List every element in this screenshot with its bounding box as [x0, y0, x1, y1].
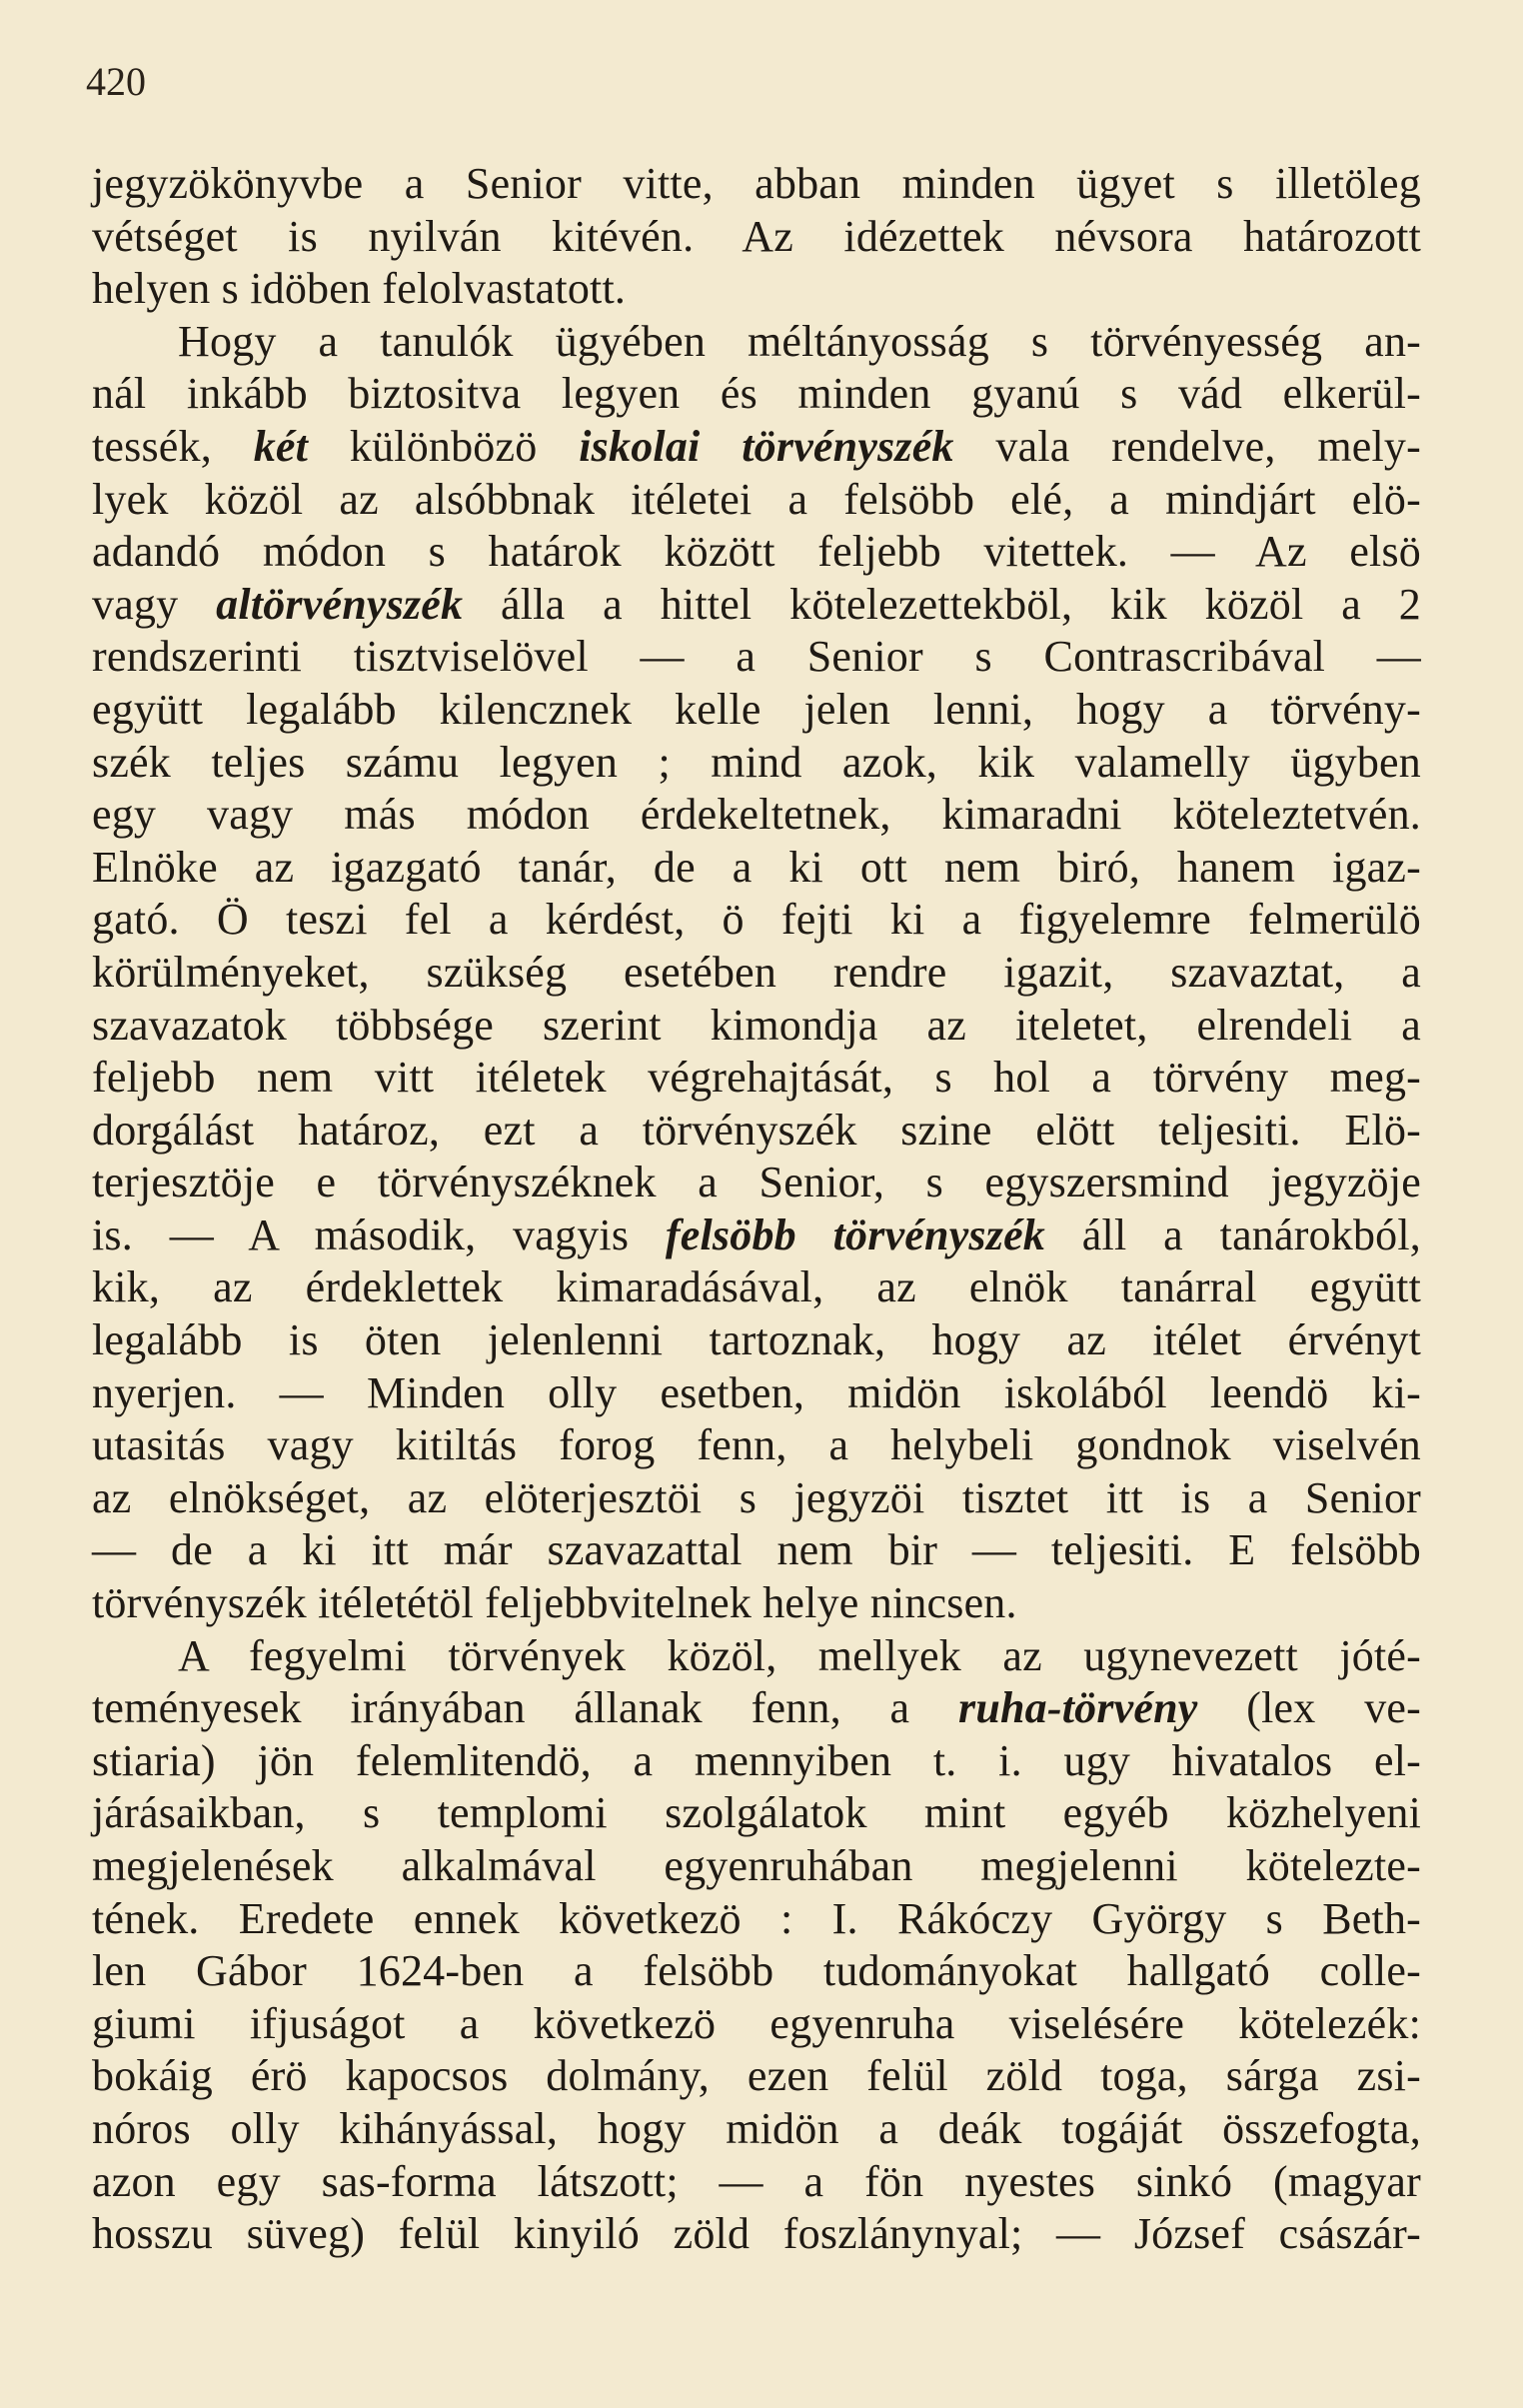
text-segment: törvényszék itéletétöl feljebbvitelnek helye nincsen. — [92, 1578, 1017, 1628]
text-line-39 — [92, 2156, 1421, 2209]
text-line-22 — [92, 1261, 1421, 1314]
text-segment: vala rendelve, mely- — [953, 421, 1421, 471]
text-segment: Elnöke az igazgató tanár, de a ki ott nem biró, hanem igaz- — [92, 842, 1421, 892]
text-segment: stiaria) jön felemlitendö, a mennyiben t. i. ugy hivatalos el- — [92, 1735, 1421, 1785]
text-segment: hosszu süveg) felül kinyiló zöld foszlánynyal; — József császár- — [92, 2209, 1421, 2259]
text-segment: helyen s idöben felolvastatott. — [92, 264, 627, 314]
text-segment: jegyzökönyvbe a Senior vitte, abban minden ügyet s illetöleg — [92, 159, 1421, 208]
text-line-10 — [92, 631, 1421, 684]
text-line-15 — [92, 894, 1421, 947]
text-line-23 — [92, 1314, 1421, 1367]
text-line-5 — [92, 368, 1421, 421]
emphasis-segment: iskolai törvényszék — [579, 421, 954, 471]
text-segment: len Gábor 1624-ben a felsöbb tudományokat hallgató colle- — [92, 1946, 1421, 1996]
text-segment: különbözö — [308, 421, 580, 471]
text-line-17 — [92, 1000, 1421, 1053]
text-line-19 — [92, 1105, 1421, 1158]
text-segment: bokáig érö kapocsos dolmány, ezen felül zöld toga, sárga zsi- — [92, 2051, 1421, 2101]
text-line-34 — [92, 1893, 1421, 1946]
text-line-16 — [92, 947, 1421, 1000]
text-line-38 — [92, 2103, 1421, 2156]
emphasis-segment: altörvényszék — [216, 579, 464, 629]
text-segment: körülményeket, szükség esetében rendre igazit, szavaztat, a — [92, 947, 1421, 997]
text-line-6 — [92, 421, 1421, 474]
text-line-36 — [92, 1998, 1421, 2051]
text-line-31 — [92, 1735, 1421, 1788]
text-line-28 — [92, 1577, 1421, 1630]
text-segment: szavazatok többsége szerint kimondja az iteletet, elrendeli a — [92, 1000, 1421, 1050]
text-segment: is. — A második, vagyis — [92, 1209, 666, 1259]
text-line-11 — [92, 684, 1421, 737]
text-line-37 — [92, 2050, 1421, 2103]
text-line-35 — [92, 1945, 1421, 1998]
emphasis-segment: két — [253, 421, 309, 471]
text-line-4 — [92, 316, 1421, 369]
text-segment: együtt legalább kilencznek kelle jelen lenni, hogy a törvény- — [92, 684, 1421, 734]
text-segment: vagy — [92, 579, 217, 629]
text-line-30 — [92, 1682, 1421, 1735]
text-segment: feljebb nem vitt itéletek végrehajtását, s hol a törvény meg- — [92, 1053, 1421, 1103]
text-line-29 — [92, 1630, 1421, 1683]
text-line-9 — [92, 579, 1421, 632]
text-line-20 — [92, 1157, 1421, 1209]
text-line-26 — [92, 1472, 1421, 1525]
text-segment: nyerjen. — Minden olly esetben, midön iskolából leendö ki- — [92, 1367, 1421, 1417]
text-segment: legalább is öten jelenlenni tartoznak, hogy az itélet érvényt — [92, 1315, 1421, 1365]
text-segment: járásaikban, s templomi szolgálatok mint egyéb közhelyeni — [92, 1788, 1421, 1838]
text-line-13 — [92, 789, 1421, 842]
text-line-40 — [92, 2208, 1421, 2261]
text-line-7 — [92, 474, 1421, 527]
text-segment: giumi ifjuságot a következö egyenruha viselésére kötelezék: — [92, 1998, 1421, 2048]
text-line-32 — [92, 1787, 1421, 1840]
text-segment: szék teljes számu legyen ; mind azok, kik valamelly ügyben — [92, 737, 1421, 787]
text-line-2 — [92, 211, 1421, 264]
text-line-33 — [92, 1840, 1421, 1893]
text-segment: áll a tanárokból, — [1045, 1209, 1422, 1259]
text-segment: Hogy a tanulók ügyében méltányosság s törvényesség an- — [178, 316, 1421, 366]
text-segment: álla a hittel kötelezettekböl, kik közöl a 2 — [463, 579, 1421, 629]
text-segment: adandó módon s határok között feljebb vitettek. — Az elsö — [92, 527, 1421, 577]
text-line-3 — [92, 263, 1421, 316]
text-segment: rendszerinti tisztviselövel — a Senior s Contrascribával — — [92, 632, 1421, 682]
text-segment: teményesek irányában állanak fenn, a — [92, 1683, 958, 1733]
text-segment: azon egy sas-forma látszott; — a fön nyestes sinkó (magyar — [92, 2156, 1421, 2206]
text-line-14 — [92, 842, 1421, 895]
text-line-25 — [92, 1419, 1421, 1472]
text-segment: tének. Eredete ennek következö : I. Rákóczy György s Beth- — [92, 1893, 1421, 1943]
text-segment: lyek közöl az alsóbbnak itéletei a felsöbb elé, a mindjárt elö- — [92, 474, 1421, 524]
text-segment: A fegyelmi törvények közöl, mellyek az ugynevezett jóté- — [178, 1630, 1421, 1680]
emphasis-segment: ruha-törvény — [958, 1683, 1198, 1733]
text-line-12 — [92, 737, 1421, 790]
emphasis-segment: felsöbb törvényszék — [665, 1209, 1046, 1259]
text-line-18 — [92, 1052, 1421, 1105]
text-segment: megjelenések alkalmával egyenruhában megjelenni kötelezte- — [92, 1841, 1421, 1890]
text-segment: utasitás vagy kitiltás forog fenn, a helybeli gondnok viselvén — [92, 1420, 1421, 1470]
text-segment: egy vagy más módon érdekeltetnek, kimaradni köteleztetvén. — [92, 790, 1421, 840]
text-segment: (lex ve- — [1197, 1683, 1421, 1733]
text-segment: kik, az érdeklettek kimaradásával, az elnök tanárral együtt — [92, 1262, 1421, 1312]
text-segment: gató. Ö teszi fel a kérdést, ö fejti ki a figyelemre felmerülö — [92, 895, 1421, 945]
text-segment: vétséget is nyilván kitévén. Az idézettek névsora határozott — [92, 211, 1421, 261]
text-segment: az elnökséget, az elöterjesztöi s jegyzöi tisztet itt is a Senior — [92, 1472, 1421, 1522]
text-line-1 — [92, 158, 1421, 211]
text-segment: terjesztöje e törvényszéknek a Senior, s egyszersmind jegyzöje — [92, 1158, 1421, 1207]
text-segment: dorgálást határoz, ezt a törvényszék szine elött teljesiti. Elö- — [92, 1105, 1421, 1155]
text-segment: nóros olly kihányással, hogy midön a deák togáját összefogta, — [92, 2103, 1421, 2153]
text-line-24 — [92, 1367, 1421, 1420]
body-text — [92, 158, 1421, 2261]
text-line-8 — [92, 526, 1421, 579]
page-number: 420 — [86, 59, 146, 104]
text-segment: nál inkább biztositva legyen és minden gyanú s vád elkerül- — [92, 369, 1421, 419]
text-line-27 — [92, 1524, 1421, 1577]
text-line-21 — [92, 1209, 1421, 1262]
text-segment: tessék, — [92, 421, 254, 471]
text-segment: — de a ki itt már szavazattal nem bir — teljesiti. E felsöbb — [92, 1525, 1421, 1575]
